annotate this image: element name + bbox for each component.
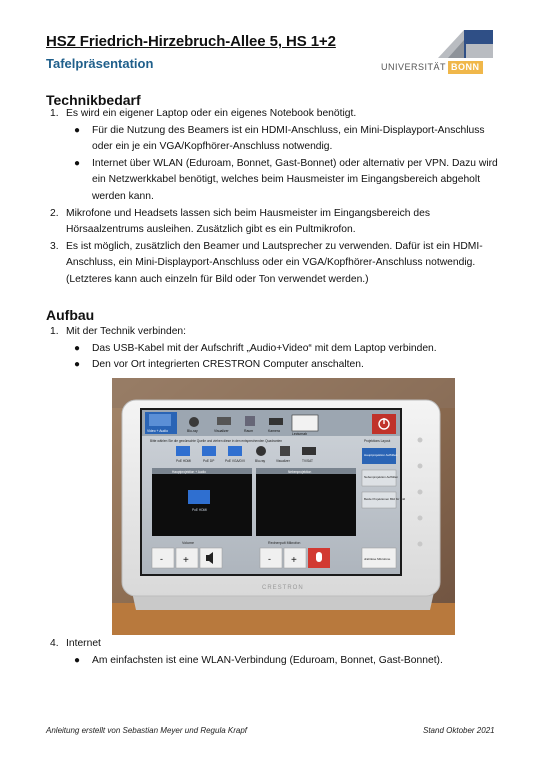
mic-label: Rednerpult Mikrofon (268, 541, 301, 545)
side-button-label: Hauptprojektion Auffüllen (364, 453, 398, 457)
bullet-icon: ● (74, 124, 81, 136)
left-quadrant-header: Hauptprojektion + Audio (172, 470, 206, 474)
bullet-text: Das USB-Kabel mit der Aufschrift „Audio+Video“ mit dem Laptop verbinden. (92, 342, 437, 354)
logo-city: BONN (448, 61, 483, 74)
panel-tab-text: Video + Audio (147, 429, 168, 433)
mic-plus-label: + (291, 555, 297, 566)
list-item (46, 636, 506, 669)
mic-minus-button[interactable] (260, 548, 282, 568)
panel-brand: CRESTRON (262, 585, 304, 591)
bullet-text: Den vor Ort integrierten CRESTRON Computer anschalten. (92, 359, 364, 371)
side-title: Projektions Layout (364, 439, 391, 443)
volume-minus-button[interactable] (152, 548, 174, 568)
volume-minus-label: - (160, 554, 163, 564)
source-label: PoE HDMI (176, 459, 192, 463)
bullet-text: Internet über WLAN (Eduroam, Bonnet, Gast-Bonnet) oder alternativ per VPN. Dazu wird ein Netzwerkkabel benötigt, welches beim Hausmeister im Eingangsbereich abgeholt werden kann. (92, 157, 498, 202)
panel-tab-text: Raum (244, 429, 254, 433)
bullet-icon: ● (74, 654, 81, 666)
panel-tab-text: Blu-ray (187, 429, 198, 433)
section-heading-aufbau: Aufbau (46, 307, 95, 323)
aufbau-list (46, 324, 506, 374)
bullet-icon: ● (74, 342, 81, 354)
section-heading-technikbedarf: Technikbedarf (46, 92, 141, 108)
bullet-icon: ● (74, 157, 81, 169)
bullet-item (66, 357, 506, 374)
source-label: TV/SAT (302, 459, 313, 463)
page-subtitle: Tafelpräsentation (46, 56, 154, 71)
panel-tab-text: Kamera (268, 429, 280, 433)
source-label: Visualizer (276, 459, 290, 463)
panel-tab-text: Lecturnab (292, 432, 308, 436)
list-item (46, 324, 506, 374)
page-title: HSZ Friedrich-Hirzebruch-Allee 5, HS 1+2 (46, 33, 336, 50)
footer-author: Anleitung erstellt von Sebastian Meyer und Regula Krapf (46, 726, 248, 735)
list-number: 1. (50, 108, 59, 119)
source-label: PoE DP (203, 459, 215, 463)
drahtlos-label: drahtlose Mikrofone (364, 557, 391, 561)
bullet-item (66, 156, 506, 206)
technik-list (46, 106, 506, 289)
mic-icon (316, 552, 322, 562)
list-item-text: Es wird ein eigener Laptop oder ein eigenes Notebook benötigt. (66, 108, 357, 119)
bullet-text: Am einfachsten ist eine WLAN-Verbindung (Eduroam, Bonnet, Gast-Bonnet). (92, 654, 443, 666)
bullet-item (66, 123, 506, 156)
mic-minus-label: - (268, 554, 271, 564)
list-item-text: Es ist möglich, zusätzlich den Beamer und Lautsprecher zu verwenden. Dafür ist ein HDMI-Anschluss, ein Mini-Displayport-Anschluss oder ein VGA/Kopfhörer-Anschluss notwendig. (Letzteres kann auch einzeln für Bild oder Ton verwendet werden.) (66, 240, 483, 285)
source-label: Blu-ray (255, 459, 266, 463)
logo-graphic (438, 30, 493, 58)
list-number: 4. (50, 638, 59, 649)
list-item-text: Internet (66, 638, 101, 649)
drop-label: PoE HDMI (192, 508, 208, 512)
bullet-icon: ● (74, 359, 81, 371)
side-button-label: Nebenprojektion Auffüllen (364, 475, 399, 479)
bullet-text: Für die Nutzung des Beamers ist ein HDMI-Anschluss, ein Mini-Displayport-Anschluss oder ein je ein VGA/Kopfhörer-Anschluss notwendig. (92, 124, 485, 153)
bullet-item (66, 653, 506, 670)
list-item-text: Mikrofone und Headsets lassen sich beim Hausmeister im Eingangsbereich des Hörsaalzentrums ausleihen. Zusätzlich gibt es ein Pultmikrofon. (66, 207, 431, 236)
logo-word: UNIVERSITÄT (381, 62, 447, 72)
bullet-item (66, 341, 506, 358)
university-logo (381, 30, 493, 76)
list-number: 3. (50, 240, 59, 252)
list-item-text: Mit der Technik verbinden: (66, 326, 187, 337)
source-label: PoE VGA/DVI (225, 459, 245, 463)
aufbau-list-cont (46, 636, 506, 669)
volume-label: Volume (182, 541, 194, 545)
volume-plus-label: + (183, 555, 189, 566)
crestron-panel-photo (112, 378, 455, 635)
list-item (46, 239, 506, 289)
panel-tab-text: Visualizer (214, 429, 229, 433)
list-number: 1. (50, 326, 59, 337)
panel-prompt: Bitte wählen Sie die gewünschte Quelle und ziehen diese in den entsprechenden Quadranten (150, 439, 283, 443)
side-button-label: Beide Projektionen Bild für Bild (364, 497, 406, 501)
right-quadrant-header: Nebenprojektion (288, 470, 312, 474)
list-number: 2. (50, 207, 59, 219)
list-item (46, 206, 506, 239)
list-item (46, 106, 506, 206)
footer-date: Stand Oktober 2021 (423, 726, 495, 735)
